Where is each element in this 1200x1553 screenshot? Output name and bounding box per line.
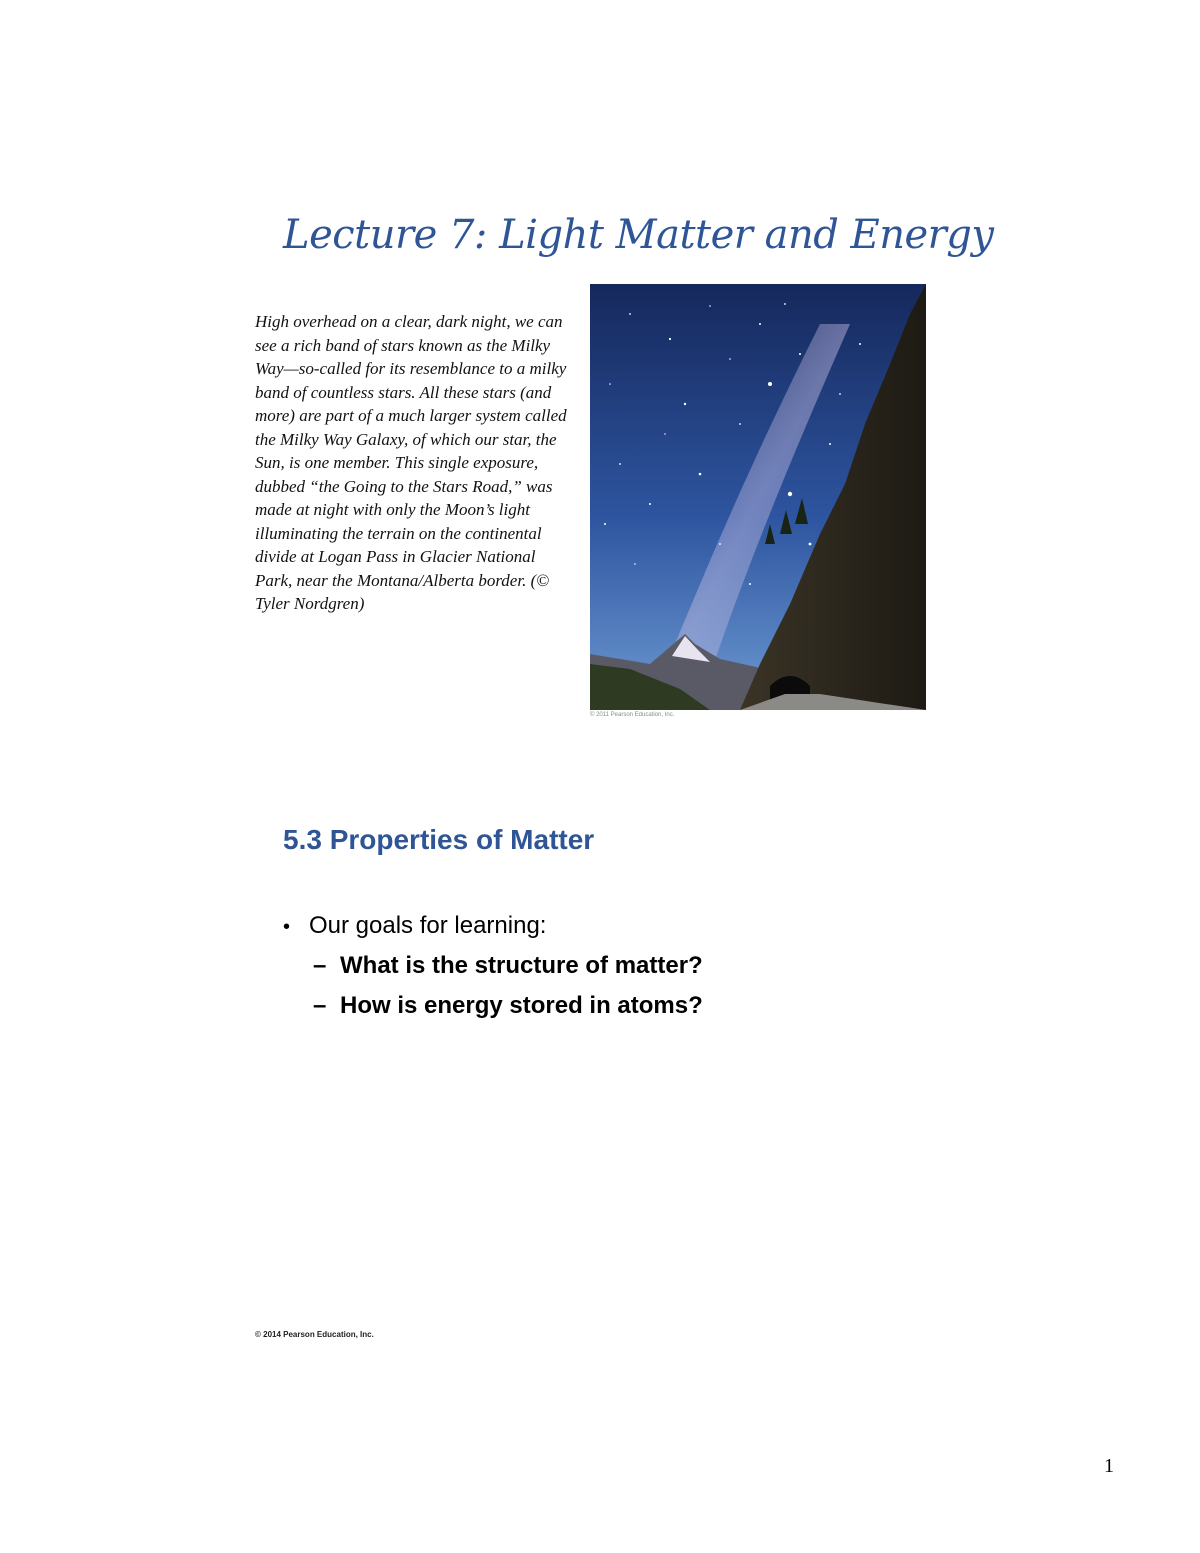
photo-credit: © 2011 Pearson Education, Inc. xyxy=(590,712,675,718)
lecture-title: Lecture 7: Light Matter and Energy xyxy=(283,212,994,258)
bullet-icon: • xyxy=(283,916,291,938)
goal-item xyxy=(283,992,883,1032)
slide-copyright: © 2014 Pearson Education, Inc. xyxy=(255,1330,374,1339)
dash-icon: – xyxy=(313,952,327,979)
goal-item xyxy=(283,952,883,992)
milky-way-photo xyxy=(590,284,926,710)
goal-text: How is energy stored in atoms? xyxy=(340,992,703,1019)
goals-intro-row xyxy=(283,912,883,952)
photo-caption: High overhead on a clear, dark night, we can see a rich band of stars known as the Milky Way—so-called for its resemblance to a milky band of countless stars. All these stars (and more) are part of a much larger system called the Milky Way Galaxy, of which our star, the Sun, is one member. This single exposure, dubbed “the Going to the Stars Road,” was made at night with only the Moon’s light illuminating the terrain on the continental divide at Logan Pass in Glacier National Park, near the Montana/Alberta border. (© Tyler Nordgren) xyxy=(255,312,567,613)
goals-intro-label: Our goals for learning: xyxy=(309,912,547,939)
goal-text: What is the structure of matter? xyxy=(340,952,703,979)
learning-goals xyxy=(283,912,883,1032)
page-number: 1 xyxy=(1104,1455,1114,1477)
section-heading: 5.3 Properties of Matter xyxy=(283,824,595,855)
dash-icon: – xyxy=(313,992,327,1019)
